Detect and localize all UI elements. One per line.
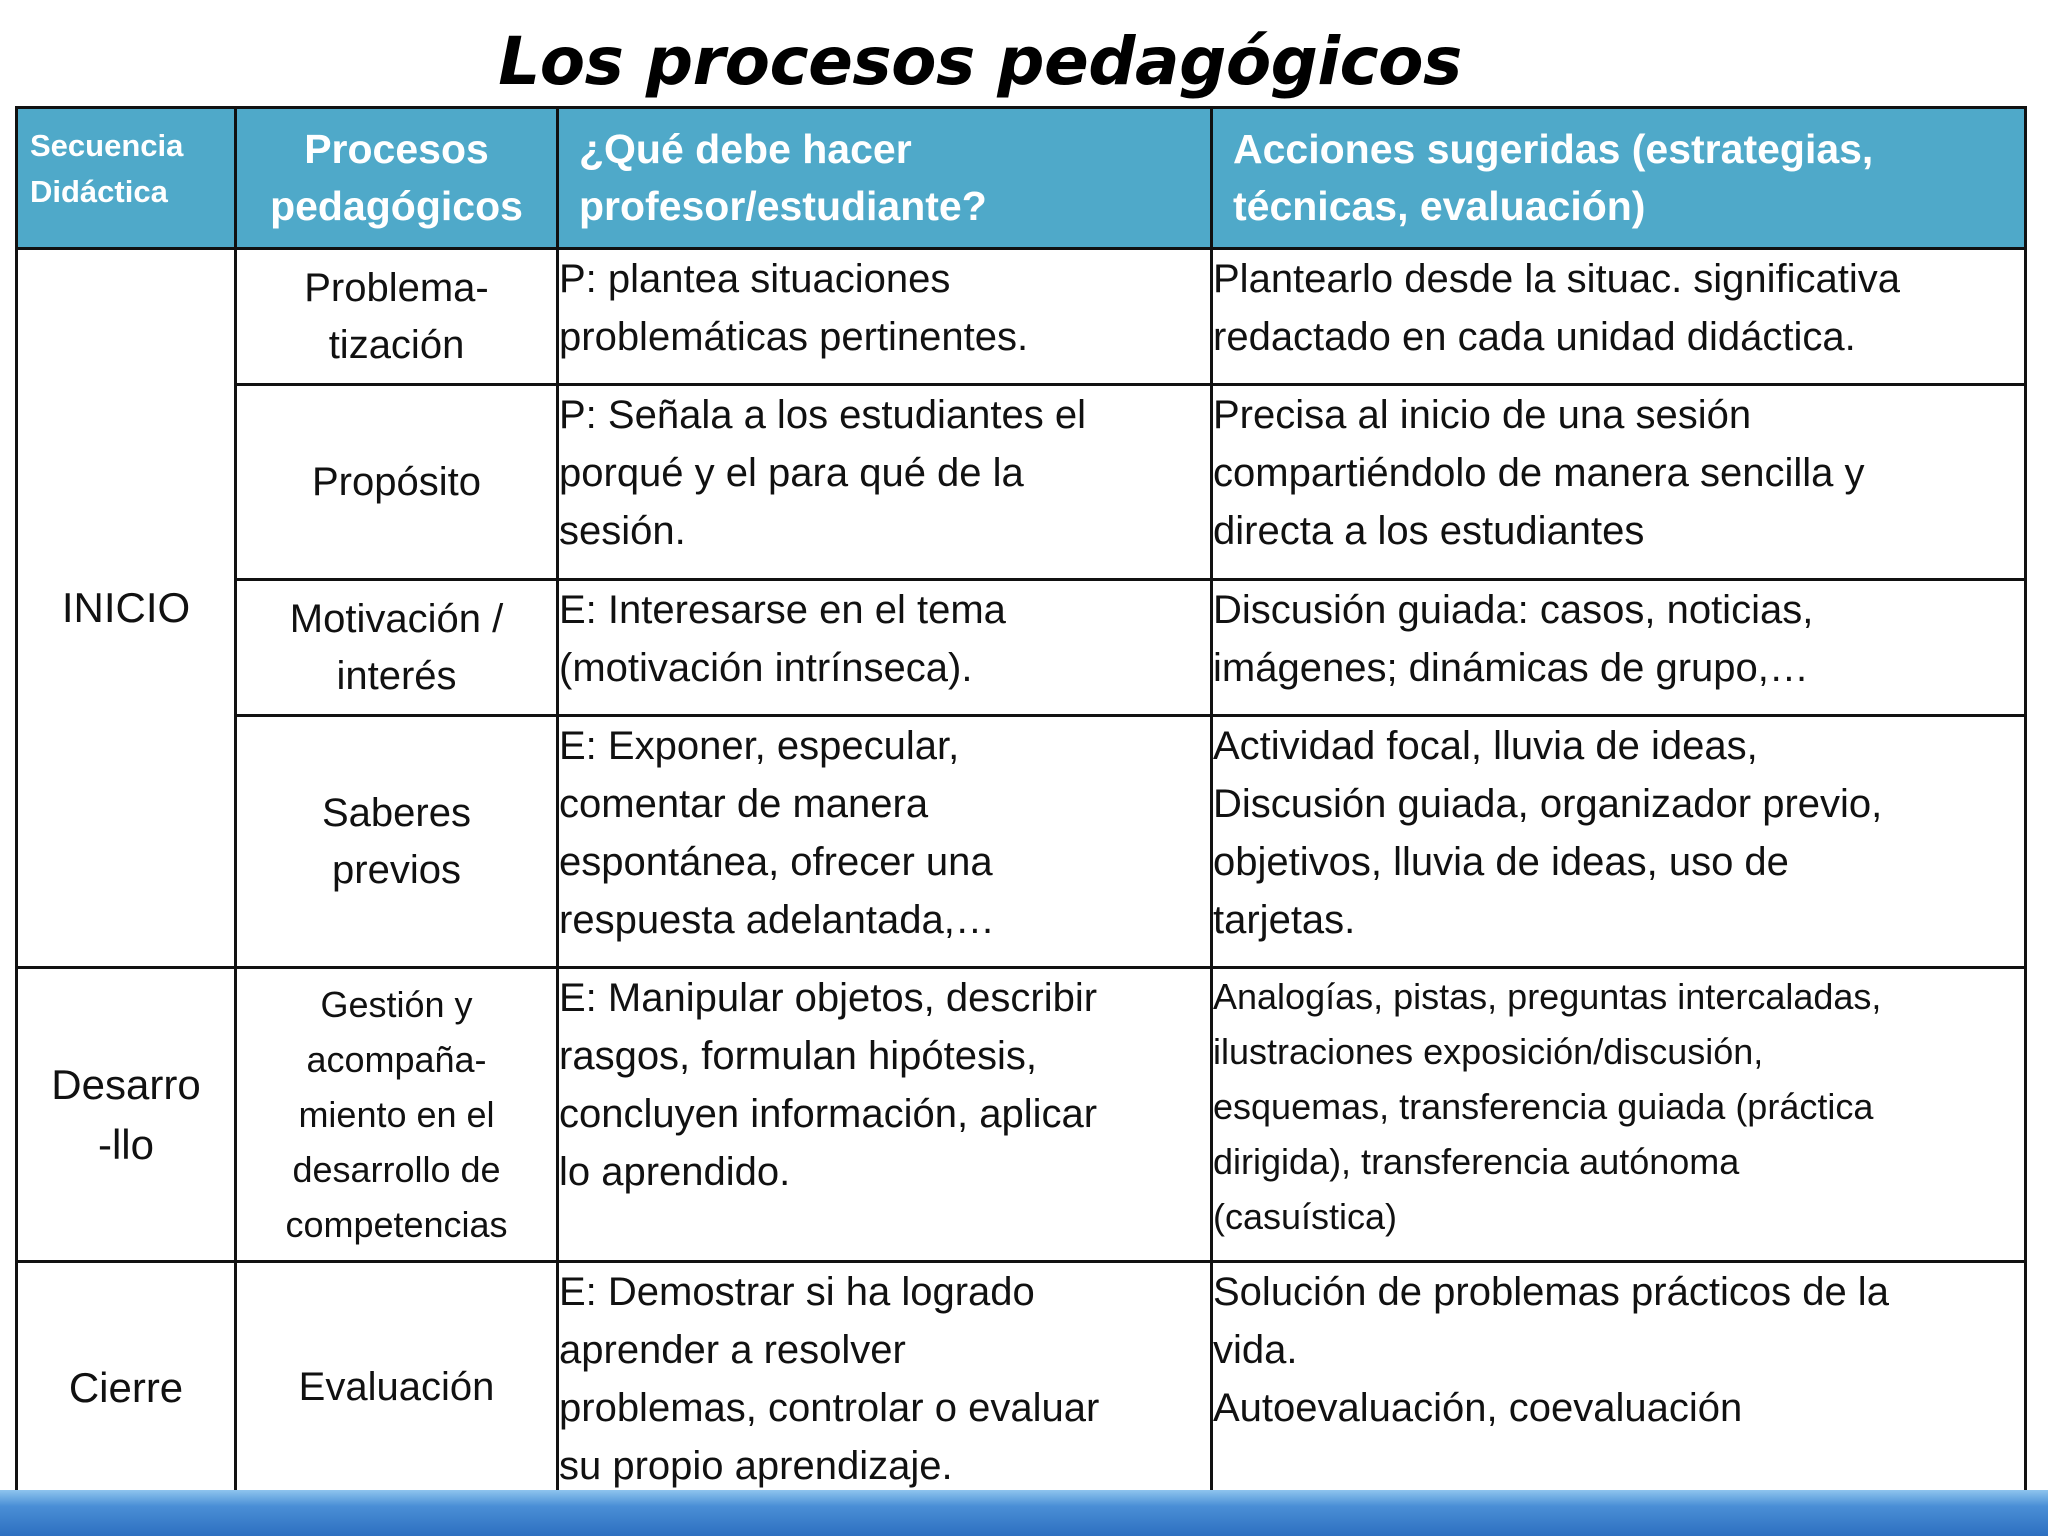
section-inicio: INICIO <box>17 249 236 968</box>
table-row <box>17 1262 2026 1514</box>
table-row <box>17 968 2026 1262</box>
header-process: Procesos pedagógicos <box>236 108 558 249</box>
what-cell: E: Manipular objetos, describir rasgos, formulan hipótesis, concluyen información, aplicar lo aprendido. <box>558 968 1212 1262</box>
what-cell: E: Exponer, especular, comentar de manera espontánea, ofrecer una respuesta adelantada,… <box>558 716 1212 968</box>
slide-title: Los procesos pedagógicos <box>498 23 1462 100</box>
process-cell: Saberes previos <box>236 716 558 968</box>
actions-cell: Actividad focal, lluvia de ideas, Discusión guiada, organizador previo, objetivos, lluvia de ideas, uso de tarjetas. <box>1212 716 2026 968</box>
table-row <box>17 716 2026 968</box>
table-row <box>17 580 2026 716</box>
process-cell: Gestión y acompaña- miento en el desarrollo de competencias <box>236 968 558 1262</box>
what-cell: P: Señala a los estudiantes el porqué y el para qué de la sesión. <box>558 385 1212 580</box>
actions-cell: Plantearlo desde la situac. significativa redactado en cada unidad didáctica. <box>1212 249 2026 385</box>
what-cell: E: Demostrar si ha logrado aprender a resolver problemas, controlar o evaluar su propio aprendizaje. <box>558 1262 1212 1514</box>
header-sequence: Secuencia Didáctica <box>17 108 236 249</box>
actions-cell: Analogías, pistas, preguntas intercaladas, ilustraciones exposición/discusión, esquemas, transferencia guiada (práctica dirigida), transferencia autónoma (casuística) <box>1212 968 2026 1262</box>
actions-cell: Solución de problemas prácticos de la vida. Autoevaluación, coevaluación <box>1212 1262 2026 1514</box>
header-actions: Acciones sugeridas (estrategias, técnicas, evaluación) <box>1212 108 2026 249</box>
process-cell: Motivación / interés <box>236 580 558 716</box>
footer-bar <box>0 1490 2048 1536</box>
process-cell: Evaluación <box>236 1262 558 1514</box>
what-cell: P: plantea situaciones problemáticas pertinentes. <box>558 249 1212 385</box>
process-cell: Propósito <box>236 385 558 580</box>
header-what: ¿Qué debe hacer profesor/estudiante? <box>558 108 1212 249</box>
pedagogical-process-table <box>15 106 2027 1515</box>
process-cell: Problema- tización <box>236 249 558 385</box>
table-row <box>17 249 2026 385</box>
section-desarrollo: Desarro -llo <box>17 968 236 1262</box>
actions-cell: Discusión guiada: casos, noticias, imágenes; dinámicas de grupo,… <box>1212 580 2026 716</box>
section-cierre: Cierre <box>17 1262 236 1514</box>
table-row <box>17 385 2026 580</box>
table-header-row <box>17 108 2026 249</box>
what-cell: E: Interesarse en el tema (motivación intrínseca). <box>558 580 1212 716</box>
actions-cell: Precisa al inicio de una sesión compartiéndolo de manera sencilla y directa a los estudiantes <box>1212 385 2026 580</box>
